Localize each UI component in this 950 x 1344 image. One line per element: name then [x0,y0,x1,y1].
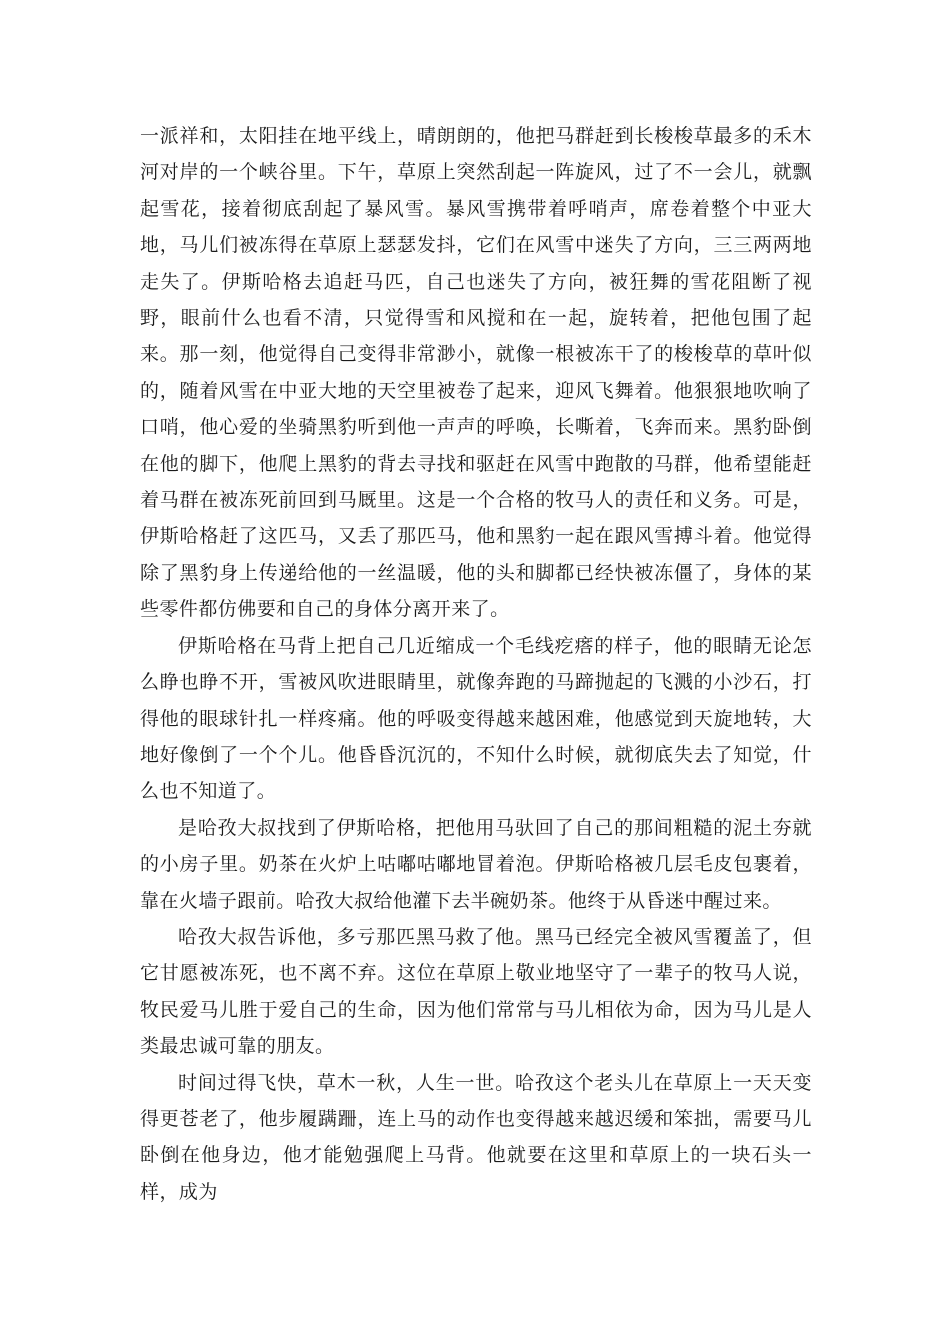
article-body [140,118,812,1210]
paragraph-3: 是哈孜大叔找到了伊斯哈格，把他用马驮回了自己的那间粗糙的泥土夯就的小房子里。奶茶在火炉上咕嘟咕嘟地冒着泡。伊斯哈格被几层毛皮包裹着，靠在火墙子跟前。哈孜大叔给他灌下去半碗奶茶。他终于从昏迷中醒过来。 [140,816,812,912]
paragraph-2: 伊斯哈格在马背上把自己几近缩成一个毛线疙瘩的样子，他的眼睛无论怎么睁也睁不开，雪被风吹进眼睛里，就像奔跑的马蹄抛起的飞溅的小沙石，打得他的眼球针扎一样疼痛。他的呼吸变得越来越困难，他感觉到天旋地转，大地好像倒了一个个儿。他昏昏沉沉的，不知什么时候，就彻底失去了知觉，什么也不知道了。 [140,634,812,803]
paragraph-5: 时间过得飞快，草木一秋，人生一世。哈孜这个老头儿在草原上一天天变得更苍老了，他步履蹒跚，连上马的动作也变得越来越迟缓和笨拙，需要马儿卧倒在他身边，他才能勉强爬上马背。他就要在这里和草原上的一块石头一样，成为 [140,1071,812,1203]
paragraph-4: 哈孜大叔告诉他，多亏那匹黑马救了他。黑马已经完全被风雪覆盖了，但它甘愿被冻死，也不离不弃。这位在草原上敬业地坚守了一辈子的牧马人说，牧民爱马儿胜于爱自己的生命，因为他们常常与马儿相依为命，因为马儿是人类最忠诚可靠的朋友。 [140,925,812,1058]
paragraph-1: 一派祥和，太阳挂在地平线上，晴朗朗的，他把马群赶到长梭梭草最多的禾木河对岸的一个峡谷里。下午，草原上突然刮起一阵旋风，过了不一会儿，就飘起雪花，接着彻底刮起了暴风雪。暴风雪携带着呼哨声，席卷着整个中亚大地，马儿们被冻得在草原上瑟瑟发抖，它们在风雪中迷失了方向，三三两两地走失了。伊斯哈格去追赶马匹，自己也迷失了方向，被狂舞的雪花阻断了视野，眼前什么也看不清，只觉得雪和风搅和在一起，旋转着，把他包围了起来。那一刻，他觉得自己变得非常渺小，就像一根被冻干了的梭梭草的草叶似的，随着风雪在中亚大地的天空里被卷了起来，迎风飞舞着。他狠狠地吹响了口哨，他心爱的坐骑黑豹听到他一声声的呼唤，长嘶着，飞奔而来。黑豹卧倒在他的脚下，他爬上黑豹的背去寻找和驱赶在风雪中跑散的马群，他希望能赶着马群在被冻死前回到马厩里。这是一个合格的牧马人的责任和义务。可是，伊斯哈格赶了这匹马，又丢了那匹马，他和黑豹一起在跟风雪搏斗着。他觉得除了黑豹身上传递给他的一丝温暖，他的头和脚都已经快被冻僵了，身体的某些零件都仿佛要和自己的身体分离开来了。 [140,125,812,621]
